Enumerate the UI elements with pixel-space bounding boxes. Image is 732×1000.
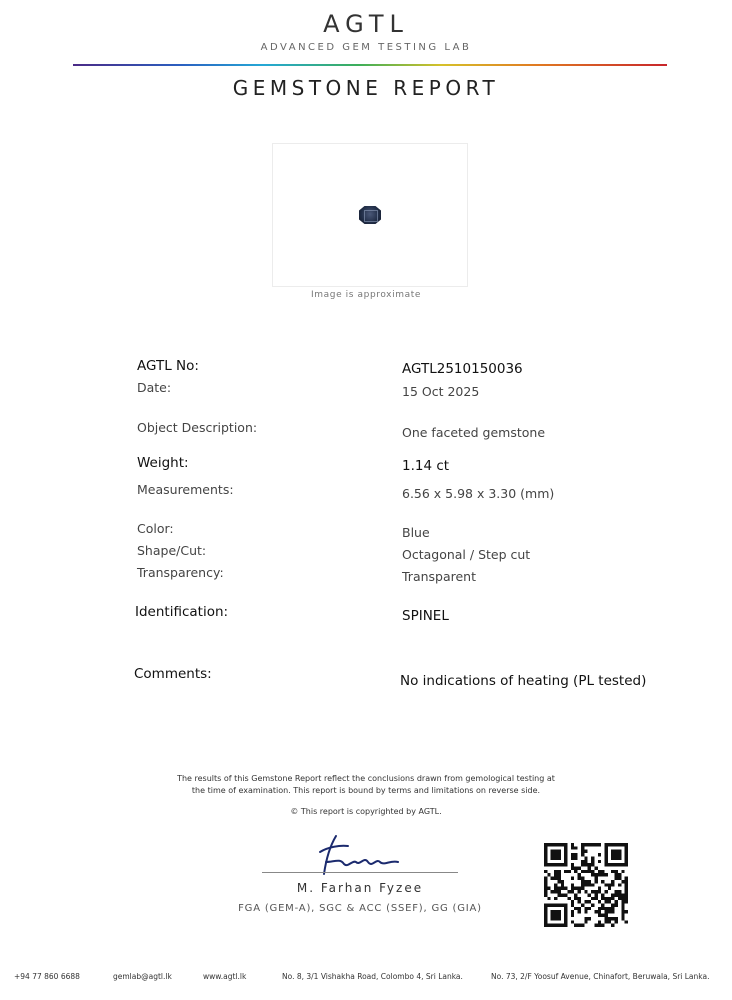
object-description-label: Object Description: <box>137 420 258 435</box>
lab-full-name: ADVANCED GEM TESTING LAB <box>260 42 472 53</box>
identification-value: SPINEL <box>402 608 449 624</box>
footer-email: gemlab@agtl.lk <box>113 972 172 981</box>
agtl-no-value: AGTL2510150036 <box>402 361 523 377</box>
weight-value: 1.14 ct <box>402 458 450 474</box>
report-disclaimer <box>0 773 732 797</box>
rainbow-divider <box>73 64 667 66</box>
signatory-name: M. Farhan Fyzee <box>296 881 424 895</box>
signature-line <box>262 872 458 873</box>
copyright-notice: © This report is copyrighted by AGTL. <box>290 807 442 816</box>
measurements-value: 6.56 x 5.98 x 3.30 (mm) <box>402 486 555 501</box>
disclaimer-line-1: The results of this Gemstone Report reflect the conclusions drawn from gemological testing at <box>177 774 555 783</box>
transparency-value: Transparent <box>402 569 477 584</box>
report-title: GEMSTONE REPORT <box>232 76 500 100</box>
footer-address-colombo: No. 8, 3/1 Vishakha Road, Colombo 4, Sri Lanka. <box>282 972 463 981</box>
footer-phone: +94 77 860 6688 <box>14 972 80 981</box>
footer-address-beruwala: No. 73, 2/F Yoosuf Avenue, Chinafort, Beruwala, Sri Lanka. <box>491 972 710 981</box>
color-value: Blue <box>402 525 430 540</box>
date-value: 15 Oct 2025 <box>402 384 480 399</box>
comments-value: No indications of heating (PL tested) <box>400 673 647 689</box>
identification-label: Identification: <box>135 604 229 620</box>
photo-caption: Image is approximate <box>311 290 421 300</box>
object-description-value: One faceted gemstone <box>402 425 546 440</box>
gemstone-photo <box>272 143 468 287</box>
footer-website: www.agtl.lk <box>203 972 247 981</box>
gemstone-table-facet <box>364 210 378 222</box>
shape-cut-value: Octagonal / Step cut <box>402 547 531 562</box>
measurements-label: Measurements: <box>137 482 234 497</box>
weight-label: Weight: <box>137 455 189 471</box>
shape-cut-label: Shape/Cut: <box>137 543 207 558</box>
date-label: Date: <box>137 380 172 395</box>
transparency-label: Transparency: <box>137 565 224 580</box>
lab-logo-text: AGTL <box>323 10 409 38</box>
disclaimer-line-2: the time of examination. This report is bound by terms and limitations on reverse side. <box>191 786 541 795</box>
signatory-credentials: FGA (GEM-A), SGC & ACC (SSEF), GG (GIA) <box>238 903 482 914</box>
color-label: Color: <box>137 521 174 536</box>
qr-code <box>544 843 628 927</box>
agtl-no-label: AGTL No: <box>137 358 199 374</box>
comments-label: Comments: <box>134 666 212 682</box>
